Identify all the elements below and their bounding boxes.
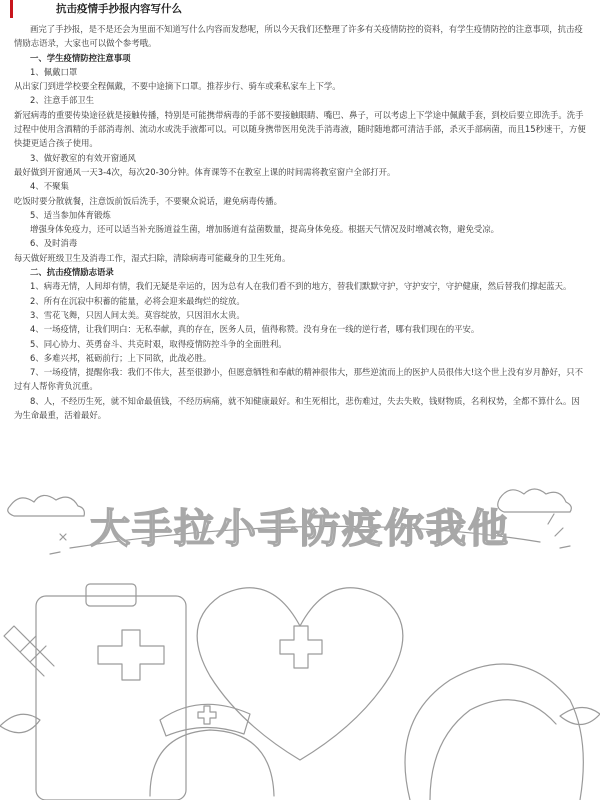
section-heading-prevention: 一、学生疫情防控注意事项 [30,52,131,63]
item-text-ventilation: 最好做到开窗通风一天3-4次，每次20-30分钟。体育课等不在教室上课的时间需将教室窗户全部打开。 [14,166,396,177]
item-title-ventilation: 3、做好教室的有效开窗通风 [30,152,136,163]
poster-headline: 大手拉小手防疫你我他 [90,506,510,552]
article-title-bar [0,0,600,20]
quote-item: 5、同心协力、英勇奋斗、共克时艰，取得疫情防控斗争的全面胜利。 [30,338,287,349]
article-body [14,22,588,422]
quote-item: 8、人，不经历生死，就不知命最值钱，不经历病痛，就不知健康最好。和生死相比，悲伤难过，失去失败，钱财物质，名利权势，全都不算什么。因为生命最重，活着最好。 [14,395,580,421]
figure-hair-right-inner [430,700,556,800]
item-text-no-gathering: 吃饭时要分散就餐，注意饭前饭后洗手，不要聚众说话，避免病毒传播。 [14,195,282,206]
heart-shape [197,588,403,760]
item-title-hand-hygiene: 2、注意手部卫生 [30,95,94,106]
section-heading-quotes: 二、抗击疫情励志语录 [30,267,114,278]
item-title-disinfection: 6、及时消毒 [30,238,78,249]
intro-paragraph: 画完了手抄报，是不是还会为里面不知道写什么内容而发愁呢，所以今天我们还整理了许多有关疫情防控的资料，有学生疫情防控的注意事项，抗击疫情励志语录，大家也可以做个参考哦。 [14,24,583,49]
item-title-mask: 1、佩戴口罩 [30,66,78,77]
clipboard-cross [98,630,164,680]
leaf-right [560,707,600,724]
nurse-cap [160,704,250,736]
quote-item: 7、一场疫情，提醒你我：我们不伟大，甚至很渺小，但愿意牺牲和奉献的精神很伟大，那些逆流而上的医护人员很伟大!这个世上没有岁月静好，只不过有人帮你背负沉重。 [14,367,584,392]
item-text-hand-hygiene: 新冠病毒的重要传染途径就是接触传播，特别是可能携带病毒的手部不要接触眼睛、嘴巴、鼻子，可以考虑上下学途中佩戴手套，到校后要立即洗手。洗手过程中使用含酒精的手部消毒剂、流动水或洗手液都可以。可以随身携带医用免洗手消毒液，随时随地都可清洁手部，杀灭手部病菌，而且15秒速干，方便快捷更适合孩子使用。 [14,109,586,149]
quote-item: 1、病毒无情，人间却有情，我们无疑是幸运的，因为总有人在我们看不到的地方，替我们默默守护，守护安宁，守护健康，然后替我们撑起蓝天。 [30,281,572,292]
clipboard-clip [86,584,136,606]
quote-item: 2、所有在沉寂中积蓄的能量，必将会迎来最绚烂的绽放。 [30,295,245,306]
spark-left [50,534,66,554]
leaf-left [0,714,40,733]
quote-item: 3、雪花飞舞，只因人间太美。莫容绽放，只因泪水太贵。 [30,309,245,320]
spark-right [548,514,570,548]
item-text-disinfection: 每天做好班级卫生及消毒工作，湿式扫除，清除病毒可能藏身的卫生死角。 [14,252,291,263]
poster-illustration [0,476,600,800]
item-text-mask: 从出家门到进学校要全程佩戴，不要中途摘下口罩。推荐步行、骑车或乘私家车上下学。 [14,81,341,92]
item-title-exercise: 5、适当参加体育锻炼 [30,209,111,220]
cloud-left [8,495,85,516]
item-text-exercise: 增强身体免疫力，还可以适当补充肠道益生菌，增加肠道有益菌数量，提高身体免疫。根据天气情况及时增减衣物，避免受凉。 [30,224,499,235]
quote-item: 4、一场疫情，让我们明白：无私奉献，真的存在，医务人员，值得称赞。没有身在一线的逆行者，哪有我们现在的平安。 [30,324,480,335]
heart-cross [280,626,322,668]
nurse-head [150,730,274,796]
page-title: 抗击疫情手抄报内容写什么 [56,3,182,15]
item-title-no-gathering: 4、不聚集 [30,181,69,192]
poster-line-art [0,476,600,800]
title-accent-bar [10,0,13,18]
syringe [4,626,54,676]
clipboard [36,596,186,800]
quote-item: 6、多难兴邦，祗砺前行；上下同欲，此战必胜。 [30,352,212,363]
nurse-cap-cross [198,706,216,724]
